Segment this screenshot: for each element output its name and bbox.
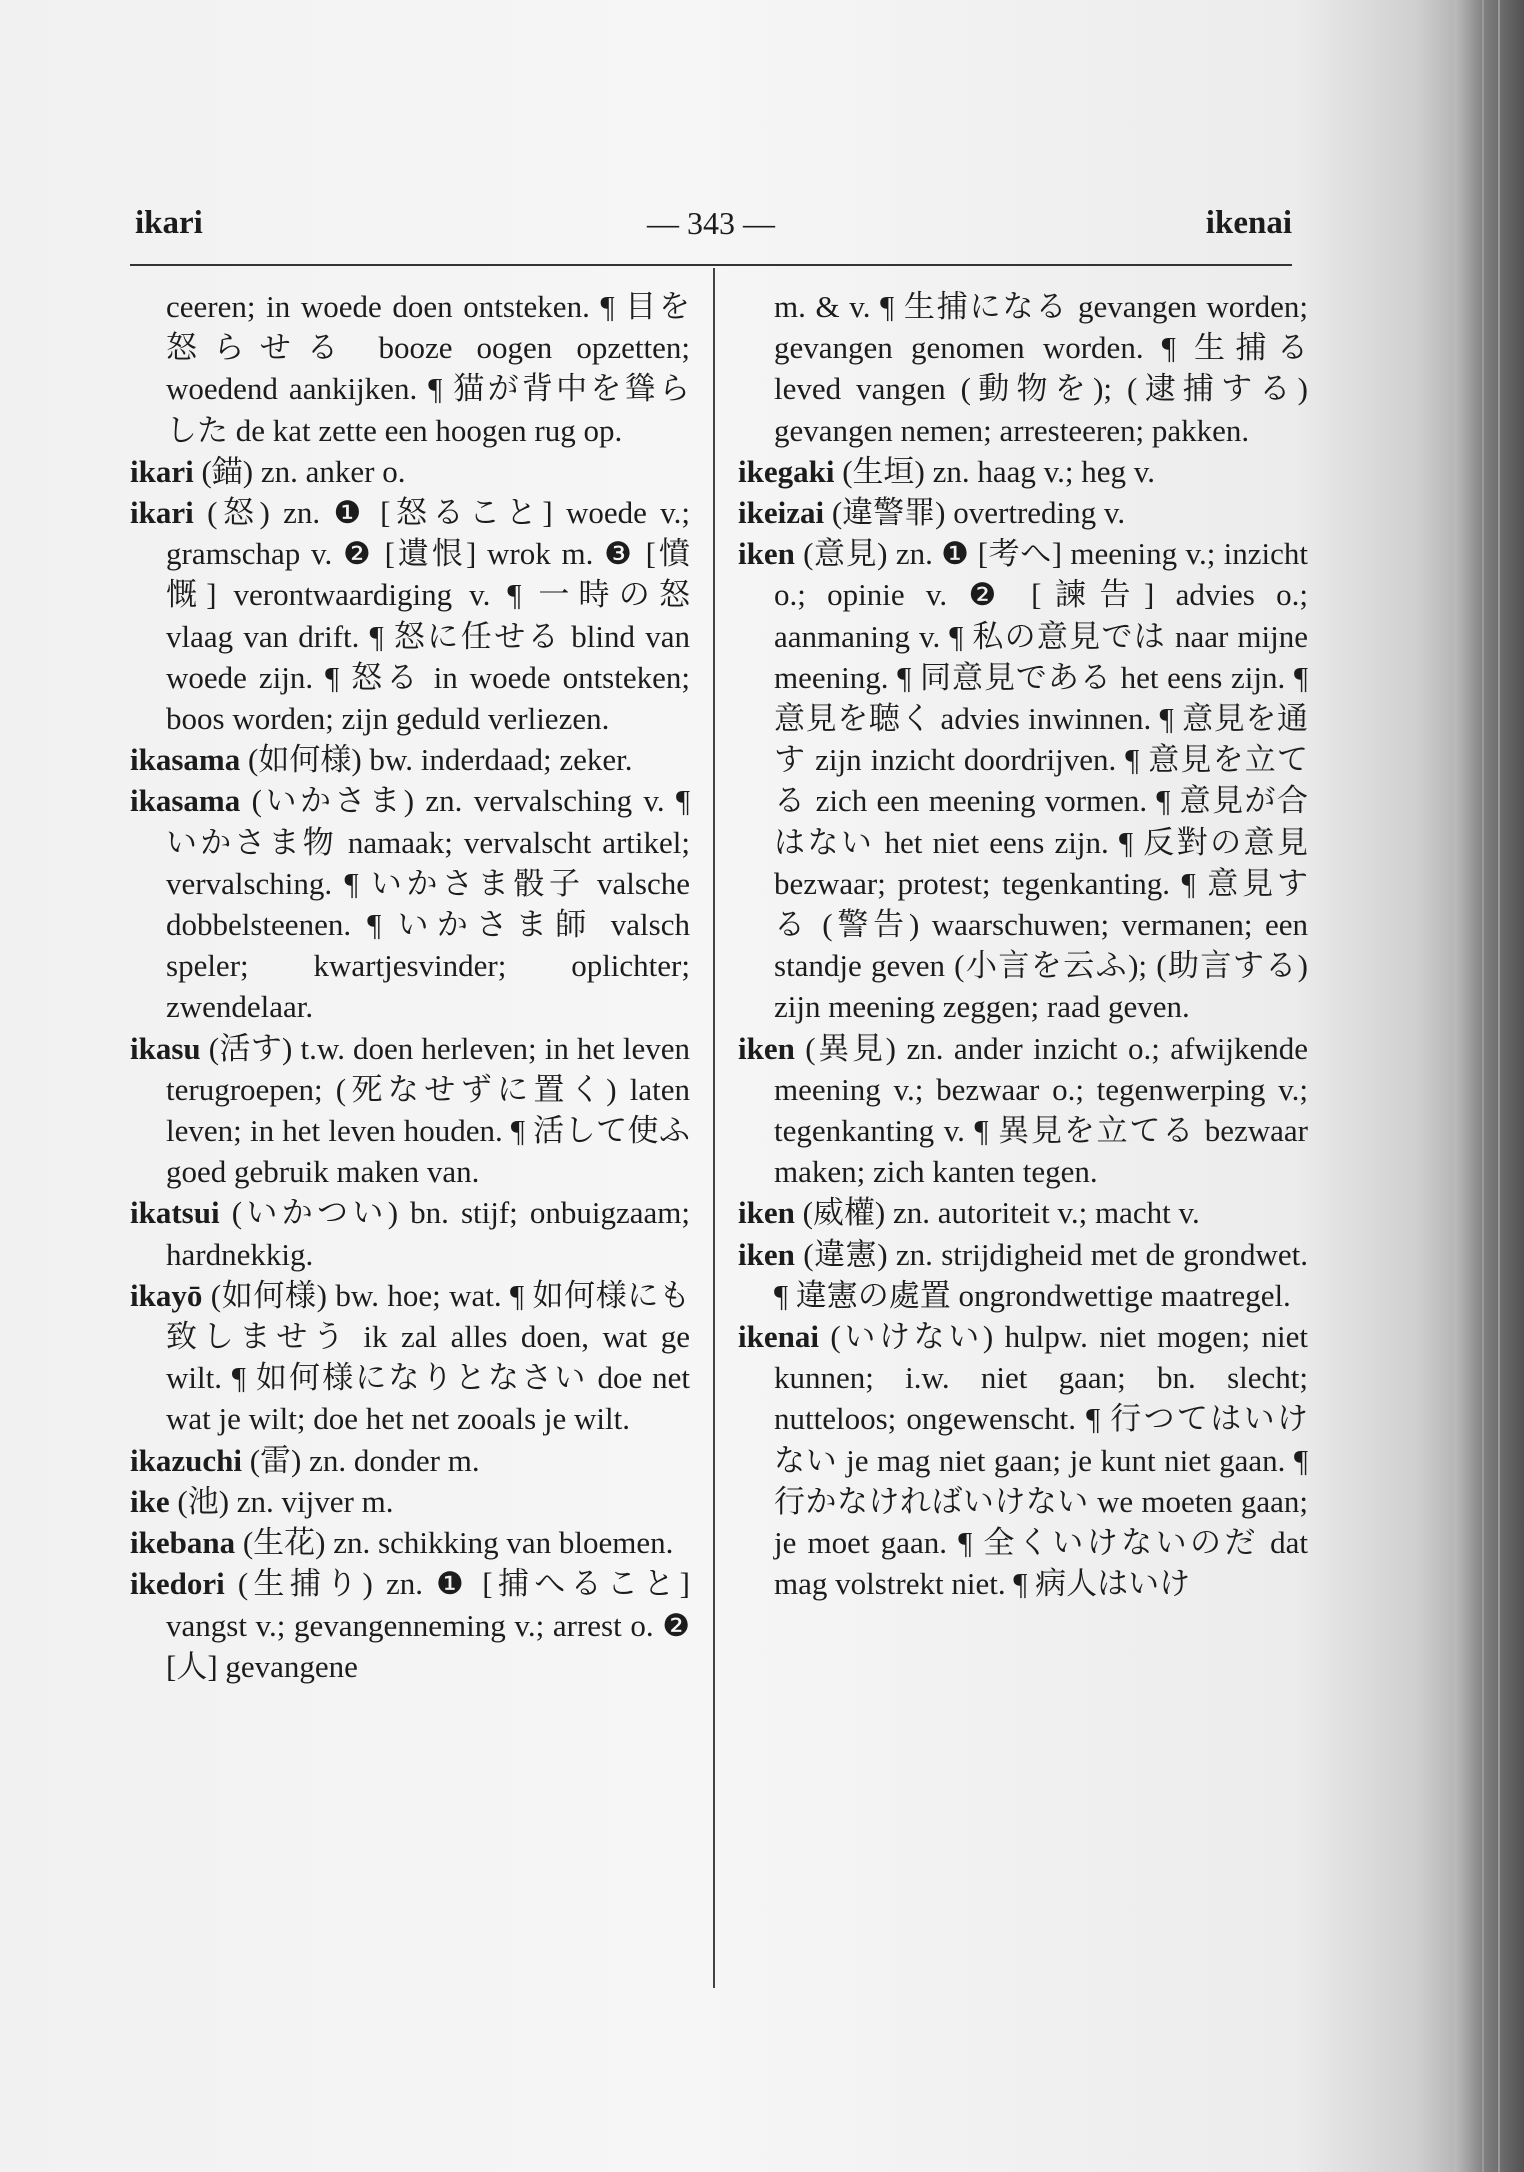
entry-headword: ikasu [130, 1030, 201, 1066]
dictionary-entry [130, 780, 690, 1027]
left-guide-word: ikari [135, 205, 203, 241]
entry-kanji: (生垣) [842, 453, 925, 489]
entry-kanji: (怒) [207, 495, 270, 531]
entry-definition: bw. hoe; wat. ¶ 如何様にも致しませう ik zal alles doen, wat ge wilt. ¶ 如何様になりとなさい doe net wat je wilt; doe het net zooals je wilt. [166, 1277, 690, 1437]
entry-definition: zn. ❶ [考へ] meening v.; inzicht o.; opinie v. ❷ [諫告] advies o.; aanmaning v. ¶ 私の意見では naar mijne meening. ¶ 同意見である het eens zijn. ¶ 意見を聴く advies inwinnen. ¶ 意見を通す zijn inzicht doordrijven. ¶ 意見を立てる zich een meening vormen. ¶ 意見が合はない het niet eens zijn. ¶ 反對の意見 bezwaar; protest; tegenkanting. ¶ 意見する (警告) waarschuwen; vermanen; een standje geven (小言を云ふ); (助言する) zijn meening zeggen; raad geven. [774, 536, 1308, 1025]
entry-headword: ikazuchi [130, 1442, 242, 1478]
entry-continuation [738, 286, 1308, 451]
dictionary-entry [738, 1028, 1308, 1193]
dictionary-entry [738, 451, 1308, 492]
dictionary-entry [130, 1481, 690, 1522]
entry-definition: zn. autoriteit v.; macht v. [893, 1195, 1200, 1231]
entry-headword: iken [738, 1030, 795, 1066]
entry-headword: ikari [130, 495, 194, 531]
entry-definition: zn. vijver m. [236, 1483, 394, 1519]
entry-headword: ikasama [130, 742, 241, 778]
dictionary-entry [738, 492, 1308, 533]
dictionary-entry [130, 1440, 690, 1481]
entry-headword: ike [130, 1483, 170, 1519]
entry-definition: overtreding v. [953, 495, 1126, 531]
page-number: — 343 — [647, 205, 775, 241]
entry-kanji: (生花) [242, 1525, 326, 1561]
entry-kanji: (池) [177, 1483, 230, 1519]
header-rule [130, 264, 1292, 266]
entry-definition: zn. ander inzicht o.; afwijkende meening v.; bezwaar o.; tegenwerping v.; tegenkanting v. ¶ 異見を立てる bezwaar maken; zich kanten tegen. [774, 1030, 1308, 1190]
dictionary-entry [130, 1028, 690, 1193]
entry-headword: ikenai [738, 1319, 819, 1355]
entry-kanji: (錨) [201, 453, 254, 489]
dictionary-entry [130, 1522, 690, 1563]
entry-definition: hulpw. niet mogen; niet kunnen; i.w. niet gaan; bn. slecht; nutteloos; ongewenscht. ¶ 行つてはいけない je mag niet gaan; je kunt niet gaan. ¶ 行かなければいけない we moeten gaan; je moet gaan. ¶ 全くいけないのだ dat mag volstrekt niet. ¶ 病人はいけ [774, 1319, 1309, 1602]
left-column [130, 286, 690, 1687]
entry-definition: zn. haag v.; heg v. [932, 453, 1155, 489]
entry-definition: zn. vervalsching v. ¶ いかさま物 namaak; vervalscht artikel; vervalsching. ¶ いかさま骰子 valsche dobbelsteenen. ¶ いかさま師 valsch speler; kwartjesvinder; oplichter; zwendelaar. [166, 783, 691, 1025]
entry-definition: zn. donder m. [309, 1442, 480, 1478]
entry-headword: ikebana [130, 1525, 236, 1561]
entry-kanji: (活す) [208, 1030, 293, 1066]
entry-headword: iken [738, 536, 795, 572]
entry-kanji: (威權) [802, 1195, 886, 1231]
entry-kanji: (いかつい) [231, 1195, 399, 1231]
entry-kanji: (いかさま) [251, 783, 415, 819]
entry-headword: ikatsui [130, 1195, 220, 1231]
entry-definition: ceeren; in woede doen ontsteken. ¶ 目を怒らせる booze oogen opzetten; woedend aankijken. ¶ 猫が背中を聳らした de kat zette een hoogen rug op. [166, 289, 690, 448]
entry-kanji: (如何様) [248, 742, 362, 778]
dictionary-entry [130, 739, 690, 780]
entry-headword: iken [738, 1195, 795, 1231]
entry-kanji: (違憲) [803, 1236, 888, 1272]
entry-kanji: (雷) [249, 1442, 302, 1478]
entry-kanji: (意見) [803, 536, 888, 572]
dictionary-entry [130, 1563, 690, 1687]
right-guide-word: ikenai [1205, 205, 1292, 241]
entry-headword: ikedori [130, 1566, 225, 1602]
entry-headword: iken [738, 1236, 795, 1272]
entry-definition: m. & v. ¶ 生捕になる gevangen worden; gevangen genomen worden. ¶ 生捕る leved vangen (動物を); (逮捕する) gevangen nemen; arresteeren; pakken. [774, 289, 1308, 448]
entry-headword: ikayō [130, 1277, 203, 1313]
entry-definition: zn. strijdigheid met de grondwet. ¶ 違憲の處置 ongrondwettige maatregel. [774, 1236, 1309, 1313]
entry-headword: ikari [130, 453, 194, 489]
entry-definition: zn. anker o. [260, 453, 406, 489]
entry-kanji: (違警罪) [831, 495, 946, 531]
entry-headword: ikasama [130, 783, 241, 819]
dictionary-entry [130, 1275, 690, 1440]
entry-definition: zn. ❶ [怒ること] woede v.; gramschap v. ❷ [遺恨] wrok m. ❸ [憤慨] verontwaardiging v. ¶ 一時の怒 vlaag van drift. ¶ 怒に任せる blind van woede zijn. ¶ 怒る in woede ontsteken; boos worden; zijn geduld verliezen. [166, 495, 691, 737]
entry-definition: zn. ❶ [捕へること] vangst v.; gevangenneming v.; arrest o. ❷ [人] gevangene [166, 1566, 690, 1684]
right-column [738, 286, 1308, 1605]
entry-kanji: (いけない) [830, 1319, 994, 1355]
dictionary-entry [130, 492, 690, 739]
entry-headword: ikeizai [738, 495, 825, 531]
spine-edge-line [1482, 0, 1484, 2172]
entry-definition: bn. stijf; onbuigzaam; hardnekkig. [166, 1195, 690, 1272]
entry-definition: t.w. doen herleven; in het leven terugroepen; (死なせずに置く) laten leven; in het leven houden. ¶ 活して使ふ goed gebruik maken van. [166, 1030, 691, 1190]
entry-definition: zn. schikking van bloemen. [333, 1525, 674, 1561]
dictionary-entry [738, 533, 1308, 1027]
dictionary-entry [130, 1192, 690, 1274]
dictionary-entry [738, 1234, 1308, 1316]
dictionary-entry [738, 1192, 1308, 1233]
entry-kanji: (生捕り) [237, 1566, 373, 1602]
dictionary-entry [738, 1316, 1308, 1604]
book-spine [1454, 0, 1524, 2172]
entry-definition: bw. inderdaad; zeker. [369, 742, 633, 778]
column-divider [713, 268, 715, 1988]
spine-edge-line [1498, 0, 1500, 2172]
entry-kanji: (異見) [805, 1030, 897, 1066]
entry-headword: ikegaki [738, 453, 835, 489]
dictionary-entry [130, 451, 690, 492]
entry-kanji: (如何様) [210, 1277, 327, 1313]
page-header [130, 205, 1292, 255]
entry-continuation [130, 286, 690, 451]
